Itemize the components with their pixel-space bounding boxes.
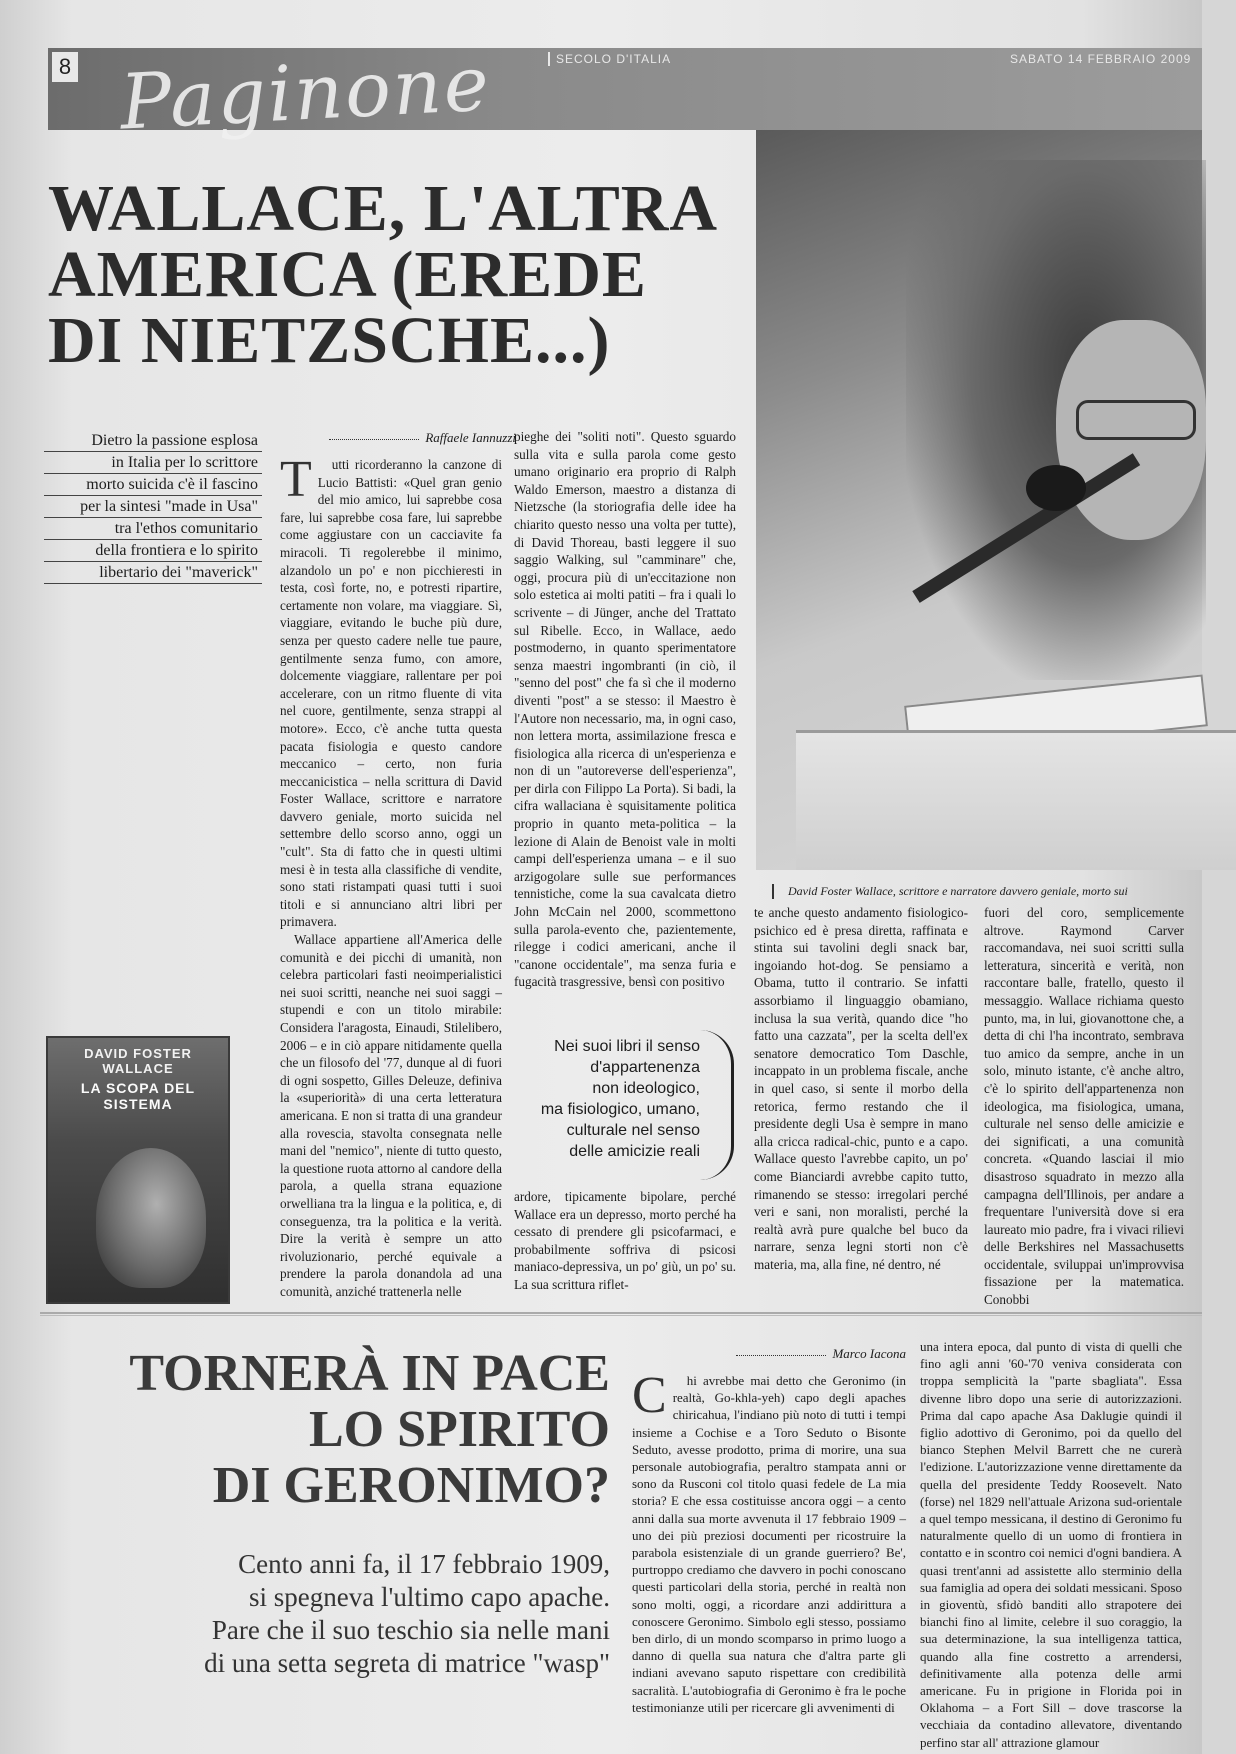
headline-line: LO SPIRITO	[308, 1401, 610, 1458]
paragraph: te anche questo andamento fisiologico-psichico ed è presa diretta, raffinata e stinta sui tavolini degli snack bar, ingoiando hot-dog. Se pensiamo a Obama, tutto il contrario. Se infatti assorbiamo il linguaggio obamiano, inclusa la sua verità, quando dice "ho fatto una cazzata", per la scelta dell'ex senatore democratico Tom Daschle, incappato in un problema fiscale, anche in quel caso, si sente il morbo della retorica, fermo restando che il presidente degli Usa è sempre in mano alla cricca radical-chic, punto e a capo. Wallace questo l'avrebbe capito, un po' come Bianciardi avrebbe capito tutto, rimanendo se stesso: irregolari perché veri e sani, non moralisti, perché la realtà avrà pure qualche bel buco da narrare, senza legni storti non c'è materia, ma, alla fine, né dentro, né	[754, 905, 968, 1272]
photo-glasses	[1076, 400, 1196, 440]
byline-iannuzzi: Raffaele Iannuzzi	[276, 430, 516, 446]
section-label: Paginone	[117, 38, 493, 147]
paragraph: pieghe dei "soliti noti". Questo sguardo sulla vita e sulla parola come gesto umano originario era proprio di Ralph Waldo Emerson, maestro a distanza di Nietzsche (la storiografia delle idee ha chiarito questo nesso una volta per tutte), di David Thoreau, basti leggere il suo saggio Walking, sul "camminare" che, oggi, procura più di un'eccitazione non solo estetica ai molti patiti – fra i quali lo scrivente – di Jünger, anche del Trattato sul Ribelle. Ecco, in Wallace, aedo postmoderno, in quanto sperimentatore senza maestri ingombranti (in ciò, il "senno del post" che fa sì che il moderno diventi "post" a se stesso: il Maestro è l'Autore non necessario, ma, in ogni caso, non lettera morta, assimilazione fresca e fisiologica alla ricerca di un'esperienza e non di un "autoreverse dell'esperienza", per dirla con Filippo La Porta). Si badi, la cifra wallaciana è squisitamente politica proprio in quanto meta-politica – la lezione di Alain de Benoist vale in molti campi dell'esperienza umana – e il suo arzigogolare sulle sue performances tennistiche, come la sua cavalcata dietro John McCain nel 2000, scommettono sulla parola-evento che, pazientemente, rilegge i codici americani, anche il "canone occidentale", ma senza furia e fugacità trasgressive, bensì con positivo	[514, 429, 736, 990]
headline-line: TORNERÀ IN PACE	[129, 1345, 610, 1402]
article-column-2-bottom	[514, 1188, 736, 1300]
article-column-4	[984, 904, 1184, 1308]
book-cover-title: LA SCOPA DEL SISTEMA	[80, 1080, 196, 1112]
page-number: 8	[52, 52, 78, 82]
pull-quote-line: d'appartenenza	[590, 1059, 700, 1076]
headline-line: AMERICA (EREDE	[48, 238, 647, 311]
wallace-photo	[756, 130, 1202, 870]
standfirst-wallace	[44, 430, 262, 584]
paragraph: ardore, tipicamente bipolare, perché Wallace era un depresso, morto perché ha cessato di prendere gli psicofarmaci, e probabilmente soffriva di psicosi maniaco-depressiva, un po' giù, un po' su. La sua scrittura riflet-	[514, 1189, 736, 1292]
book-cover-portrait	[96, 1148, 206, 1288]
standfirst-line: Pare che il suo teschio sia nelle mani	[211, 1615, 610, 1645]
photo-lectern	[796, 730, 1236, 870]
pull-quote-line: ma fisiologico, umano,	[540, 1101, 700, 1118]
pull-quote	[500, 1036, 700, 1162]
standfirst-line: si spegneva l'ultimo capo apache.	[249, 1582, 610, 1612]
pull-quote-line: Nei suoi libri il senso	[554, 1038, 700, 1055]
dropcap: T	[280, 451, 312, 508]
pull-quote-bracket	[700, 1030, 734, 1180]
headline-line: WALLACE, L'ALTRA	[48, 172, 719, 245]
pull-quote-line: delle amicizie reali	[569, 1143, 700, 1160]
microphone-icon	[1026, 465, 1086, 511]
masthead-paper-name: SECOLO D'ITALIA	[548, 52, 708, 66]
standfirst-line: tra l'ethos comunitario	[44, 518, 262, 540]
article-column-3	[754, 904, 968, 1300]
dropcap: C	[632, 1367, 667, 1424]
article-column-1	[280, 451, 502, 1300]
standfirst-geronimo	[30, 1548, 610, 1680]
story-divider	[40, 1312, 1202, 1316]
byline-iacona: Marco Iacona	[660, 1346, 906, 1362]
masthead-date: SABATO 14 FEBBRAIO 2009	[1010, 52, 1192, 66]
standfirst-line: in Italia per lo scrittore	[44, 452, 262, 474]
article-column-geronimo-1	[632, 1367, 906, 1742]
pull-quote-line: non ideologico,	[592, 1080, 700, 1097]
standfirst-line: morto suicida c'è il fascino	[44, 474, 262, 496]
paragraph: Wallace appartiene all'America delle comunità e dei picchi di umanità, non celebra particolari fasti neoimperialistici nei suoi scritti, neanche nei suoi saggi – stupendi e con un titolo mirabile: Considera l'aragosta, Einaudi, Stilelibero, 2006 – e in ciò appare nitidamente quella che un filosofo del '77, dunque al di fuori di ogni sospetto, Gilles Deleuze, definiva la «superiorità» di una certa letteratura americana. E non si tratta di una grandeur alla rovescia, stavolta consegnata nelle mani del "nemico", niente di tutto questo, la questione ruota attorno al candore della parola, a quella strana equazione orwelliana tra la lingua e la politica, e, di conseguenza, tra la politica e la verità. Dire la verità è sempre un atto rivoluzionario, perché equivale a prendere la parola donandola ad una comunità, anziché trattenerla nelle	[280, 932, 502, 1299]
headline-line: DI GERONIMO?	[212, 1457, 610, 1514]
standfirst-line: Dietro la passione esplosa	[44, 430, 262, 452]
standfirst-line: di una setta segreta di matrice "wasp"	[204, 1648, 610, 1678]
standfirst-line: libertario dei "maverick"	[44, 562, 262, 584]
paragraph: utti ricorderanno la canzone di Lucio Battisti: «Quel gran genio del mio amico, lui saprebbe cosa fare, lui saprebbe cosa fare, lui saprebbe come aggiustare con un cacciavite fa miracoli. Ti regolerebbe il minimo, alzandolo un po' e non picchieresti in testa, così forte, no, e potresti ripartire, certamente non volare, ma viaggiare. Sì, viaggiare, evitando le buche più dure, senza per questo cadere nelle tue paure, gentilmente senza fumo, con amore, dolcemente viaggiare, rallentare per poi accelerare, con un ritmo fluente di vita nel cuore, gentilmente, senza strappi al motore». Ecco, c'è anche tutta questa pacata fisiologia e questo candore meccanico – certo, non furia meccanicistica – nella scrittura di David Foster Wallace, scrittore e narratore davvero geniale, morto suicida nel settembre dello scorso anno, oggi un "cult". Sta di fatto che in questi ultimi mesi è in testa alla classifiche di vendite, sono stati ristampati quasi tutti i suoi titoli e si annunciano altri libri per primavera.	[280, 457, 502, 930]
paragraph: fuori del coro, semplicemente altrove. Raymond Carver raccomandava, nei suoi scritti sulla letteratura, sincerità e verità, non raccontare balle, fratello, questo il messaggio. Wallace richiama questo punto, ma, in lui, giovanottone che, a detta di chi l'ha incontrato, sembrava tuo amico da sempre, anche in un solo, minuto istante, c'è anche altro, c'è lo spirito dell'appartenenza non ideologica, ma fisiologica, umana, culturale nel senso delle amicizie e dei significati, a una comunità concreta. «Quando lasciai il mio disastroso squadrato in mezzo alla campagna dell'Illinois, per andare a frequentare l'università dove si era laureato mio padre, fra i vivaci rilievi delle Berkshires nel Massachusetts occidentale, sviluppai un'improvvisa fissazione per la matematica. Conobbi	[984, 905, 1184, 1308]
book-cover-image	[46, 1036, 230, 1304]
standfirst-line: per la sintesi "made in Usa"	[44, 496, 262, 518]
pull-quote-line: culturale nel senso	[566, 1122, 700, 1139]
article-column-geronimo-2	[920, 1338, 1182, 1750]
headline-line: DI NIETZSCHE...)	[48, 304, 611, 377]
book-cover-author: DAVID FOSTER WALLACE	[84, 1046, 192, 1076]
standfirst-line: della frontiera e lo spirito	[44, 540, 262, 562]
photo-caption: David Foster Wallace, scrittore e narratore davvero geniale, morto sui	[772, 884, 1202, 899]
headline-geronimo	[80, 1346, 610, 1514]
headline-wallace	[48, 172, 748, 377]
paragraph: hi avrebbe mai detto che Geronimo (in realtà, Go-khla-yeh) capo degli apaches chiricahua, l'indiano più noto di tutti i tempi insieme a Cochise e a Toro Seduto o Bisonte Seduto, avesse prodotto, prima di morire, una sua personale autobiografia, peraltro stampata anni or sono da Rusconi col titolo quasi fedele de La mia storia? E che essa costituisse ancora oggi – a cento anni dalla sua morte avvenuta il 17 febbraio 1909 – uno dei più preziosi documenti per ricostruire la parabola esistenziale di un grande guerriero? Be', purtroppo crediamo che davvero in pochi conoscano questi particolari della storia, perché in realtà non sono molti, oggi, a ricordare anzi addirittura a conoscere Geronimo. Simbolo egli stesso, possiamo ben dirlo, di un mondo scomparso in primo luogo a danno di quella sua natura che d'altra parte gli indiani avevano saputo rispettare con credibilità sacralità. L'autobiografia di Geronimo è fra le poche testimonianze utili per ricercare gli avvenimenti di	[632, 1373, 906, 1715]
article-column-2	[514, 428, 736, 990]
paragraph: una intera epoca, dal punto di vista di quelli che fino agli anni '60-'70 veniva considerata con troppa semplicità la "parte sbagliata". Essa divenne libro dopo una serie di autorizzazioni. Prima dal capo apache Asa Daklugie quindi il figlio adottivo di Geronimo, poi da quello del bianco Stephen Melvil Barrett che ne curerà l'edizione. L'autorizzazione venne direttamente da quella del presidente Teddy Roosevelt. Nato (forse) nel 1829 nell'attuale Arizona sud-orientale a quel tempo messicana, il destino di Geronimo fu naturalmente quello di un uomo di frontiera in contatto e in scontro coi nemici d'ogni bandiera. A quasi trent'anni ad assistette allo sterminio della sua famiglia ad opera dei soldati messicani. Sposo in gioventù, sfidò banditi allo strapotere dei bianchi fino al limite, celebre il suo coraggio, la sua determinazione, la sua intelligenza tattica, quando alla fine costretto a arrendersi, definitivamente alla potenza delle armi americane. Fu in prigione in Florida poi in Oklahoma – a Fort Sill – dove trascorse la vecchiaia da contadino allevatore, diventando perfino star all' attrazione glamour	[920, 1339, 1182, 1750]
standfirst-line: Cento anni fa, il 17 febbraio 1909,	[238, 1549, 610, 1579]
